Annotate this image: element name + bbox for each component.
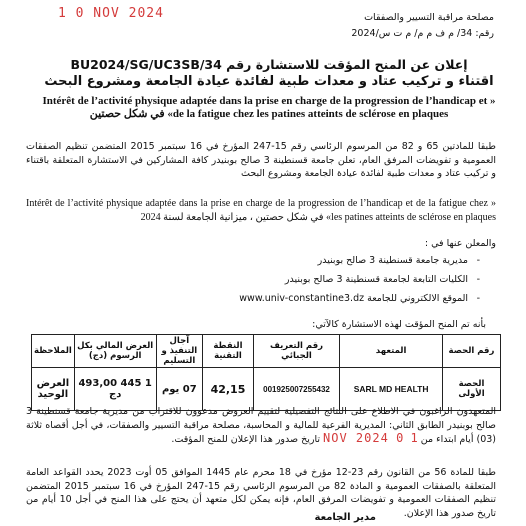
tax-id-cell: 001925007255432	[253, 368, 339, 411]
table-header-row	[32, 335, 501, 368]
channel-item: - مديرية جامعة قسنطينة 3 صالح بوبنيدر	[26, 254, 482, 267]
title-line-3: « Intérêt de l’activité physique adaptée dans la prise en charge de la progression de l’handicap et de la fatigue chez les patines atteints de sclérose en plaques» في شكل حصتين	[42, 95, 496, 120]
bidder-cell: SARL MD HEALTH	[340, 368, 443, 411]
intro-paragraph: طبقا للمادتين 65 و 82 من المرسوم الرئاسي رقم 15-247 المؤرخ في 16 سبتمبر 2015 المتضمن تنظيم الصفقات العمومية و تفويضات المرفق العام، تعلن جامعة قسنطينة 3 صالح بوبنيدر كافة المشاركين في الاستشارة المتعلقة باقتناء و تركيب عتاد و معدات طبية لفائدة عيادة الجامعة ومشروع البحث	[26, 141, 497, 179]
technical-score-cell: 42,15	[203, 368, 254, 411]
appeal-paragraph: طبقا للمادة 56 من القانون رقم 23-12 مؤرخ في 18 محرم عام 1445 الموافق 05 أوت 2023 يحدد القواعد العامة المتعلقة بالصفقات العمومية و المادة 82 من المرسوم الرئاسي رقم 15-247 المؤرخ في 16 سبتمبر 2015 المتضمن تنظيم الصفقات العمومية و تفويضات المرفق العام، فإنه يمكن لكل متعهد أن يحتج على هذا المنح في أجل 10 أيام من تاريخ صدور هذا الإعلان.	[26, 467, 496, 519]
channel-list	[26, 254, 482, 305]
signature-label: مدير الجامعة	[314, 512, 376, 523]
announce-intro: والمعلن عنها في :	[424, 238, 496, 249]
lot-number-cell: الحصة الأولى	[442, 368, 500, 411]
financial-offer-cell: 1 445 493,00 دج	[74, 368, 156, 411]
consultation-text: المتعهدون الراغبون في الاطلاع على النتائج التفصيلية لتقييم العروض مدعوون للاقتراب من مديرية جامعة قسنطينة 3 صالح بوبنيدر الطابق الثاني: المديرية الفرعية للمالية و المحاسبة، مصلحة مراقبة التسيير والصفقات، في أجل أقصاه ثلاثة (03) أيام ابتداء من	[26, 406, 496, 445]
column-header: رقم التعريف الجبائي	[253, 335, 339, 368]
date-stamp-inline: 1 0 NOV 2024	[323, 431, 418, 445]
result-intro: بأنه تم المنح المؤقت لهذه الاستشارة كالآتي:	[312, 319, 486, 330]
reference-number: رقم: 34/ م ف م م/ م ت س/2024	[351, 28, 494, 39]
column-header: المتعهد	[340, 335, 443, 368]
results-table	[31, 334, 501, 411]
column-header: آجال التنفيذ و التسليم	[156, 335, 203, 368]
announcement-title	[40, 57, 498, 89]
consultation-text-end: تاريخ صدور هذا الإعلان للمنح المؤقت.	[171, 434, 320, 445]
remark-cell: العرض الوحيد	[32, 368, 75, 411]
column-header: رقم الحصة	[442, 335, 500, 368]
column-header: الملاحظة	[32, 335, 75, 368]
column-header: النقطة التقنية	[203, 335, 254, 368]
channel-item: - الكليات التابعة لجامعة قسنطينة 3 صالح بوبنيدر	[26, 273, 482, 286]
project-title-paragraph: « Intérêt de l’activité physique adaptée dans la prise en charge de la progression de l’handicap et de la fatigue chez les patines atteints de sclérose en plaques» في شكل حصتين ، ميزانية الجامعة لسنة 2024	[26, 198, 496, 223]
title-line-1: إعلان عن المنح المؤقت للاستشارة رقم BU2024/SG/UC3SB/34	[70, 57, 468, 72]
title-line-2: اقتناء و تركيب عتاد و معدات طبية لفائدة عيادة الجامعة ومشروع البحث	[44, 74, 494, 89]
date-stamp: 1 0 NOV 2024	[58, 6, 164, 21]
channel-item: - الموقع الالكتروني للجامعة www.univ-constantine3.dz	[26, 292, 482, 305]
delivery-time-cell: 07 يوم	[156, 368, 203, 411]
consultation-paragraph	[26, 405, 496, 447]
org-line: مصلحة مراقبة التسيير والصفقات	[364, 12, 494, 23]
column-header: العرض المالي بكل الرسوم (دج)	[74, 335, 156, 368]
